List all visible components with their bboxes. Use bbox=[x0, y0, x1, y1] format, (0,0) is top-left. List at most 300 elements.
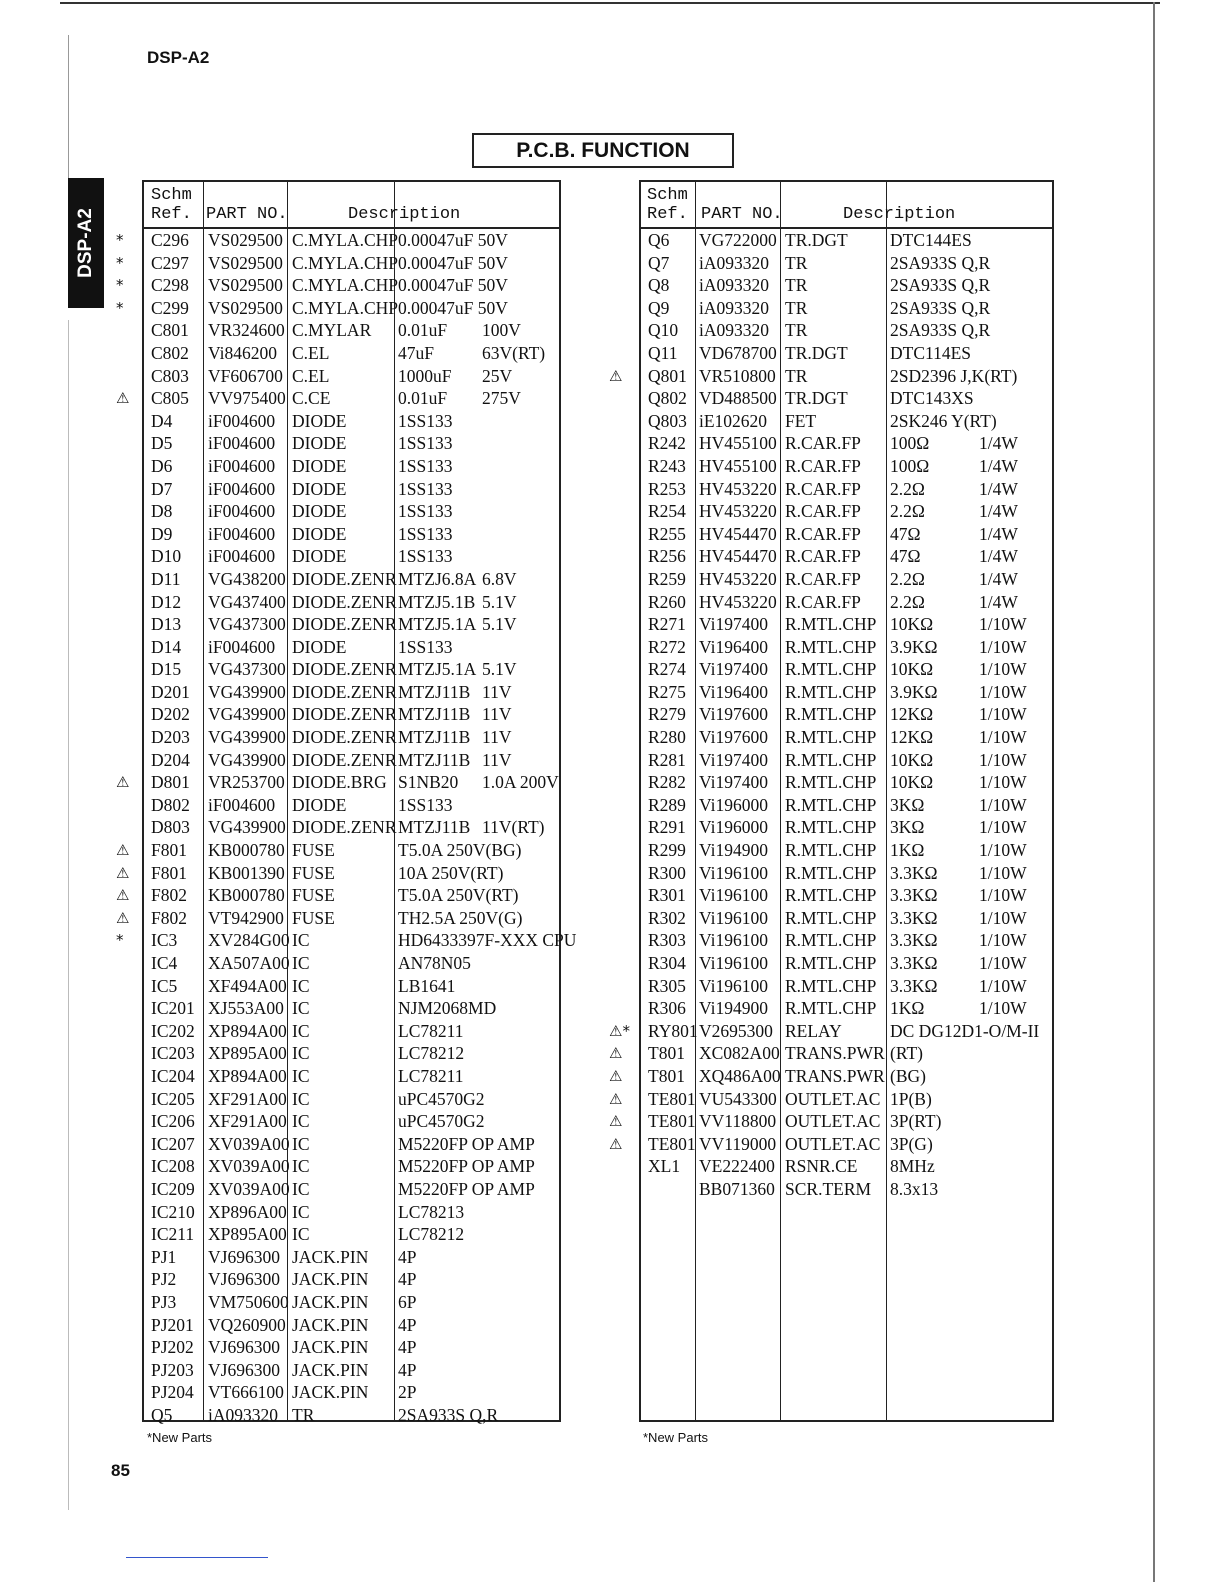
part-no-cell: Vi197400 bbox=[699, 614, 768, 635]
new-part-marker: * bbox=[116, 253, 124, 272]
type-cell: IC bbox=[292, 1043, 310, 1064]
bottom-rule bbox=[126, 1557, 268, 1558]
value-cell: 1/10W bbox=[979, 862, 1027, 883]
ref-cell: C297 bbox=[151, 252, 189, 273]
left-margin-rule-lower bbox=[68, 320, 69, 1510]
ref-cell: PJ203 bbox=[151, 1359, 194, 1380]
ref-cell: R301 bbox=[648, 885, 686, 906]
type-cell: JACK.PIN bbox=[292, 1359, 369, 1380]
type-cell: R.MTL.CHP bbox=[785, 953, 877, 973]
type-cell: C.EL bbox=[292, 365, 330, 386]
header-part-no: PART NO. bbox=[701, 205, 783, 224]
type-cell: TR bbox=[292, 1404, 315, 1425]
header-ref: Ref. bbox=[647, 205, 688, 224]
type-cell: DIODE.ZENR bbox=[292, 591, 397, 612]
description-cell: 0.00047uF 50V bbox=[398, 275, 508, 296]
description-cell: T5.0A 250V(RT) bbox=[398, 885, 519, 906]
table-row bbox=[144, 613, 559, 636]
table-row bbox=[641, 749, 1052, 772]
description-cell: 3KΩ bbox=[890, 817, 925, 838]
table-row bbox=[144, 1110, 559, 1133]
description-cell: 2SD2396 J,K(RT) bbox=[890, 365, 1018, 386]
ref-cell: R242 bbox=[648, 433, 686, 454]
value-cell: 1/10W bbox=[979, 953, 1027, 973]
description-cell: uPC4570G2 bbox=[398, 1111, 485, 1132]
table-row bbox=[144, 500, 559, 523]
ref-cell: R256 bbox=[648, 546, 686, 567]
part-no-cell: XQ486A00 bbox=[699, 1065, 781, 1086]
part-no-cell: VR324600 bbox=[208, 320, 285, 341]
description-cell: MTZJ5.1A bbox=[398, 659, 477, 680]
description-cell: 4P bbox=[398, 1269, 417, 1290]
description-cell: uPC4570G2 bbox=[398, 1088, 485, 1109]
type-cell: R.MTL.CHP bbox=[785, 862, 877, 883]
ref-cell: D7 bbox=[151, 478, 173, 499]
type-cell: C.MYLA.CHP bbox=[292, 275, 398, 296]
value-cell: 11V bbox=[482, 681, 512, 702]
part-no-cell: HV454470 bbox=[699, 523, 777, 544]
type-cell: IC bbox=[292, 975, 310, 996]
safety-warning-icon: ⚠ bbox=[116, 863, 130, 882]
description-cell: 4P bbox=[398, 1246, 417, 1267]
ref-cell: Q10 bbox=[648, 320, 679, 341]
ref-cell: IC206 bbox=[151, 1111, 195, 1132]
part-no-cell: Vi196000 bbox=[699, 817, 768, 838]
value-cell: 1/10W bbox=[979, 885, 1027, 906]
ref-cell: Q802 bbox=[648, 388, 687, 409]
value-cell: 11V(RT) bbox=[482, 817, 545, 838]
type-cell: TR bbox=[785, 365, 808, 386]
page-title: P.C.B. FUNCTION bbox=[472, 133, 734, 168]
part-no-cell: XP895A00 bbox=[208, 1224, 287, 1245]
ref-cell: D8 bbox=[151, 501, 173, 522]
part-no-cell: VS029500 bbox=[208, 230, 283, 250]
description-cell: 2SA933S Q,R bbox=[890, 275, 991, 296]
type-cell: IC bbox=[292, 953, 310, 973]
table-body bbox=[116, 229, 577, 1426]
part-no-cell: VD488500 bbox=[699, 388, 777, 409]
type-cell: R.MTL.CHP bbox=[785, 636, 877, 657]
description-cell: MTZJ11B bbox=[398, 681, 471, 702]
ref-cell: XL1 bbox=[648, 1156, 681, 1177]
part-no-cell: XC082A00 bbox=[699, 1043, 780, 1064]
table-row bbox=[641, 862, 1052, 885]
table-row bbox=[641, 658, 1052, 681]
table-row bbox=[609, 1088, 1052, 1111]
part-no-cell: VG437400 bbox=[208, 591, 286, 612]
part-no-cell: iF004600 bbox=[208, 455, 276, 476]
table-row bbox=[144, 975, 559, 998]
type-cell: IC bbox=[292, 1020, 310, 1041]
part-no-cell: iF004600 bbox=[208, 546, 276, 567]
part-no-cell: VE222400 bbox=[699, 1156, 775, 1177]
description-cell: 3P(G) bbox=[890, 1133, 933, 1154]
ref-cell: R302 bbox=[648, 907, 686, 928]
table-row bbox=[609, 1065, 1052, 1088]
ref-cell: F801 bbox=[151, 840, 187, 861]
new-part-marker: * bbox=[116, 298, 124, 317]
table-row bbox=[144, 1291, 559, 1314]
part-no-cell: Vi197400 bbox=[699, 772, 768, 793]
table-row bbox=[116, 274, 559, 297]
table-row bbox=[144, 1178, 559, 1201]
table-row bbox=[641, 319, 1052, 342]
table-row bbox=[144, 568, 559, 591]
type-cell: IC bbox=[292, 1224, 310, 1245]
description-cell: 2SA933S Q,R bbox=[890, 320, 991, 341]
ref-cell: Q7 bbox=[648, 252, 670, 273]
type-cell: DIODE.ZENR bbox=[292, 681, 397, 702]
ref-cell: IC205 bbox=[151, 1088, 195, 1109]
part-no-cell: VG438200 bbox=[208, 568, 286, 589]
ref-cell: RY801 bbox=[648, 1020, 698, 1041]
table-row bbox=[144, 794, 559, 817]
type-cell: JACK.PIN bbox=[292, 1246, 369, 1267]
value-cell: 1/10W bbox=[979, 749, 1027, 770]
parts-table-left bbox=[116, 180, 577, 1425]
description-cell: 0.00047uF 50V bbox=[398, 252, 508, 273]
description-cell: LC78211 bbox=[398, 1020, 464, 1041]
safety-warning-icon: ⚠ bbox=[116, 841, 130, 860]
table-row bbox=[641, 545, 1052, 568]
table-row bbox=[641, 1155, 1052, 1178]
header-schm: Schm bbox=[647, 186, 688, 205]
description-cell: 3.3KΩ bbox=[890, 885, 938, 906]
safety-warning-icon: ⚠* bbox=[609, 1021, 630, 1040]
type-cell: RSNR.CE bbox=[785, 1156, 858, 1177]
ref-cell: T801 bbox=[648, 1043, 685, 1064]
type-cell: R.MTL.CHP bbox=[785, 614, 877, 635]
part-no-cell: VG437300 bbox=[208, 659, 286, 680]
description-cell: 1SS133 bbox=[398, 523, 453, 544]
new-part-marker: * bbox=[116, 931, 124, 950]
type-cell: C.MYLAR bbox=[292, 320, 372, 341]
value-cell: 11V bbox=[482, 749, 512, 770]
type-cell: JACK.PIN bbox=[292, 1314, 369, 1335]
table-row bbox=[641, 568, 1052, 591]
type-cell: R.CAR.FP bbox=[785, 433, 861, 454]
value-cell: 1/10W bbox=[979, 681, 1027, 702]
type-cell: TR bbox=[785, 297, 808, 318]
table-row bbox=[144, 703, 559, 726]
ref-cell: R272 bbox=[648, 636, 686, 657]
type-cell: R.MTL.CHP bbox=[785, 975, 877, 996]
table-row bbox=[641, 500, 1052, 523]
type-cell: TR bbox=[785, 275, 808, 296]
value-cell: 1/10W bbox=[979, 659, 1027, 680]
ref-cell: Q8 bbox=[648, 275, 670, 296]
part-no-cell: Vi196100 bbox=[699, 907, 768, 928]
ref-cell: R255 bbox=[648, 523, 686, 544]
description-cell: MTZJ11B bbox=[398, 704, 471, 725]
type-cell: C.CE bbox=[292, 388, 331, 409]
ref-cell: R291 bbox=[648, 817, 686, 838]
ref-cell: PJ201 bbox=[151, 1314, 194, 1335]
value-cell: 1/10W bbox=[979, 704, 1027, 725]
type-cell: R.MTL.CHP bbox=[785, 907, 877, 928]
description-cell: 1KΩ bbox=[890, 998, 925, 1019]
description-cell: 2SA933S Q,R bbox=[890, 252, 991, 273]
footnote-new-parts: *New Parts bbox=[643, 1430, 709, 1445]
value-cell: 1/10W bbox=[979, 930, 1027, 951]
table-row bbox=[641, 478, 1052, 501]
description-cell: 3.3KΩ bbox=[890, 930, 938, 951]
part-no-cell: XV039A00 bbox=[208, 1133, 290, 1154]
part-no-cell: VS029500 bbox=[208, 275, 283, 296]
ref-cell: R303 bbox=[648, 930, 686, 951]
part-no-cell: iF004600 bbox=[208, 433, 276, 454]
value-cell: 1/4W bbox=[979, 501, 1018, 522]
part-no-cell: Vi194900 bbox=[699, 840, 768, 861]
part-no-cell: VG722000 bbox=[699, 230, 777, 250]
type-cell: FUSE bbox=[292, 907, 335, 928]
part-no-cell: Vi197400 bbox=[699, 749, 768, 770]
table-row bbox=[144, 997, 559, 1020]
part-no-cell: HV453220 bbox=[699, 478, 777, 499]
table-row bbox=[144, 1268, 559, 1291]
ref-cell: IC208 bbox=[151, 1156, 195, 1177]
table-row bbox=[144, 681, 559, 704]
table-row bbox=[609, 365, 1052, 388]
part-no-cell: Vi197400 bbox=[699, 659, 768, 680]
part-no-cell: VJ696300 bbox=[208, 1337, 280, 1358]
type-cell: R.CAR.FP bbox=[785, 523, 861, 544]
page-number: 85 bbox=[111, 1461, 130, 1480]
description-cell: 1SS133 bbox=[398, 455, 453, 476]
type-cell: C.MYLA.CHP bbox=[292, 297, 398, 318]
table-row bbox=[641, 410, 1052, 433]
description-cell: MTZJ11B bbox=[398, 749, 471, 770]
table-row bbox=[144, 816, 559, 839]
table-row bbox=[641, 274, 1052, 297]
table-row bbox=[116, 771, 559, 794]
type-cell: R.MTL.CHP bbox=[785, 998, 877, 1019]
description-cell: 4P bbox=[398, 1314, 417, 1335]
ref-cell: R306 bbox=[648, 998, 686, 1019]
type-cell: IC bbox=[292, 1065, 310, 1086]
ref-cell: D201 bbox=[151, 681, 190, 702]
part-no-cell: VQ260900 bbox=[208, 1314, 286, 1335]
ref-cell: D202 bbox=[151, 704, 190, 725]
description-cell: LC78212 bbox=[398, 1043, 465, 1064]
ref-cell: R271 bbox=[648, 614, 686, 635]
table-row bbox=[144, 1133, 559, 1156]
type-cell: FUSE bbox=[292, 840, 335, 861]
description-cell: 1SS133 bbox=[398, 410, 453, 431]
table-row bbox=[144, 636, 559, 659]
ref-cell: R274 bbox=[648, 659, 686, 680]
part-no-cell: Vi196000 bbox=[699, 794, 768, 815]
table-row bbox=[144, 432, 559, 455]
type-cell: IC bbox=[292, 998, 310, 1019]
table-row bbox=[144, 726, 559, 749]
description-cell: 4P bbox=[398, 1337, 417, 1358]
ref-cell: R243 bbox=[648, 455, 686, 476]
ref-cell: C803 bbox=[151, 365, 189, 386]
description-cell: 0.01uF bbox=[398, 320, 448, 341]
table-row bbox=[144, 319, 559, 342]
part-no-cell: Vi196100 bbox=[699, 930, 768, 951]
description-cell: T5.0A 250V(BG) bbox=[398, 840, 522, 861]
type-cell: FUSE bbox=[292, 862, 335, 883]
table-row bbox=[641, 839, 1052, 862]
ref-cell: PJ3 bbox=[151, 1291, 177, 1312]
ref-cell: D13 bbox=[151, 614, 182, 635]
value-cell: 1/10W bbox=[979, 727, 1027, 748]
part-no-cell: XV039A00 bbox=[208, 1156, 290, 1177]
table-row bbox=[641, 523, 1052, 546]
part-no-cell: Vi197600 bbox=[699, 704, 768, 725]
table-row bbox=[641, 455, 1052, 478]
table-row bbox=[641, 794, 1052, 817]
table-row bbox=[641, 342, 1052, 365]
type-cell: DIODE bbox=[292, 636, 347, 657]
value-cell: 1/4W bbox=[979, 478, 1018, 499]
type-cell: DIODE.ZENR bbox=[292, 704, 397, 725]
part-no-cell: VJ696300 bbox=[208, 1359, 280, 1380]
part-no-cell: iA093320 bbox=[699, 320, 769, 341]
part-no-cell: XP894A00 bbox=[208, 1020, 287, 1041]
description-cell: 10A 250V(RT) bbox=[398, 862, 504, 883]
table-row bbox=[641, 703, 1052, 726]
part-no-cell: VU543300 bbox=[699, 1088, 777, 1109]
table-row bbox=[609, 1020, 1052, 1043]
part-no-cell: Vi196400 bbox=[699, 681, 768, 702]
description-cell: 1KΩ bbox=[890, 840, 925, 861]
part-no-cell: VR510800 bbox=[699, 365, 776, 386]
value-cell: 11V bbox=[482, 727, 512, 748]
ref-cell: C298 bbox=[151, 275, 189, 296]
safety-warning-icon: ⚠ bbox=[116, 908, 130, 927]
part-no-cell: VF606700 bbox=[208, 365, 283, 386]
part-no-cell: KB001390 bbox=[208, 862, 285, 883]
ref-cell: PJ2 bbox=[151, 1269, 177, 1290]
table-row bbox=[144, 658, 559, 681]
type-cell: R.MTL.CHP bbox=[785, 840, 877, 861]
description-cell: M5220FP OP AMP bbox=[398, 1133, 535, 1154]
description-cell: DTC144ES bbox=[890, 230, 972, 250]
part-no-cell: XP894A00 bbox=[208, 1065, 287, 1086]
value-cell: 5.1V bbox=[482, 614, 517, 635]
side-tab bbox=[68, 178, 104, 308]
part-no-cell: XV284G00 bbox=[208, 930, 290, 951]
table-row bbox=[116, 839, 559, 862]
part-no-cell: Vi196400 bbox=[699, 636, 768, 657]
table-row bbox=[641, 929, 1052, 952]
type-cell: DIODE.ZENR bbox=[292, 659, 397, 680]
table-row bbox=[641, 636, 1052, 659]
part-no-cell: HV454470 bbox=[699, 546, 777, 567]
parts-table-right bbox=[609, 180, 1054, 1422]
type-cell: TRANS.PWR bbox=[785, 1043, 885, 1064]
ref-cell: D5 bbox=[151, 433, 173, 454]
header-description: Description bbox=[348, 205, 461, 224]
description-cell: LC78213 bbox=[398, 1201, 465, 1222]
table-row bbox=[116, 387, 559, 410]
table-row bbox=[641, 297, 1052, 320]
ref-cell: D10 bbox=[151, 546, 182, 567]
description-cell: 47Ω bbox=[890, 523, 921, 544]
ref-cell: TE801 bbox=[648, 1133, 696, 1154]
value-cell: 25V bbox=[482, 365, 513, 386]
ref-cell: D6 bbox=[151, 455, 173, 476]
value-cell: 63V(RT) bbox=[482, 342, 546, 363]
ref-cell: IC209 bbox=[151, 1178, 195, 1199]
part-no-cell: iE102620 bbox=[699, 410, 768, 431]
safety-warning-icon: ⚠ bbox=[116, 773, 130, 792]
type-cell: R.MTL.CHP bbox=[785, 749, 877, 770]
ref-cell: R259 bbox=[648, 568, 686, 589]
part-no-cell: XJ553A00 bbox=[208, 998, 284, 1019]
ref-cell: T801 bbox=[648, 1065, 685, 1086]
type-cell: R.MTL.CHP bbox=[785, 659, 877, 680]
ref-cell: D11 bbox=[151, 568, 181, 589]
description-cell: 1SS133 bbox=[398, 433, 453, 454]
type-cell: JACK.PIN bbox=[292, 1382, 369, 1403]
part-no-cell: iA093320 bbox=[699, 275, 769, 296]
part-no-cell: XF291A00 bbox=[208, 1088, 287, 1109]
part-no-cell: VG439900 bbox=[208, 704, 286, 725]
description-cell: 4P bbox=[398, 1359, 417, 1380]
ref-cell: IC4 bbox=[151, 953, 178, 973]
part-no-cell: HV453220 bbox=[699, 591, 777, 612]
ref-cell: F802 bbox=[151, 885, 187, 906]
value-cell: 6.8V bbox=[482, 568, 517, 589]
description-cell: 47uF bbox=[398, 342, 434, 363]
table-row bbox=[144, 342, 559, 365]
ref-cell: R282 bbox=[648, 772, 686, 793]
table-row bbox=[144, 478, 559, 501]
description-cell: 3KΩ bbox=[890, 794, 925, 815]
table-row bbox=[641, 907, 1052, 930]
ref-cell: R254 bbox=[648, 501, 686, 522]
table-row bbox=[144, 749, 559, 772]
part-no-cell: VG439900 bbox=[208, 727, 286, 748]
table-row bbox=[641, 681, 1052, 704]
ref-cell: C805 bbox=[151, 388, 189, 409]
ref-cell: R305 bbox=[648, 975, 686, 996]
ref-cell: C299 bbox=[151, 297, 189, 318]
description-cell: MTZJ11B bbox=[398, 817, 471, 838]
part-no-cell: iA093320 bbox=[699, 297, 769, 318]
value-cell: 5.1V bbox=[482, 659, 517, 680]
ref-cell: Q11 bbox=[648, 342, 678, 363]
description-cell: 2.2Ω bbox=[890, 568, 925, 589]
type-cell: TRANS.PWR bbox=[785, 1065, 885, 1086]
type-cell: R.MTL.CHP bbox=[785, 704, 877, 725]
type-cell: R.MTL.CHP bbox=[785, 727, 877, 748]
new-part-marker: * bbox=[116, 231, 124, 249]
table-body bbox=[609, 229, 1052, 1201]
ref-cell: PJ1 bbox=[151, 1246, 177, 1267]
table-row bbox=[144, 952, 559, 975]
ref-cell: TE801 bbox=[648, 1088, 696, 1109]
part-no-cell: VR253700 bbox=[208, 772, 285, 793]
description-cell: 1SS133 bbox=[398, 636, 453, 657]
part-no-cell: VG439900 bbox=[208, 749, 286, 770]
description-cell: (RT) bbox=[890, 1043, 923, 1064]
description-cell: (BG) bbox=[890, 1065, 926, 1086]
part-no-cell: VT666100 bbox=[208, 1382, 284, 1403]
table-row bbox=[144, 523, 559, 546]
table-row bbox=[641, 816, 1052, 839]
description-cell: 2SA933S Q,R bbox=[890, 297, 991, 318]
value-cell: 1/10W bbox=[979, 614, 1027, 635]
ref-cell: D802 bbox=[151, 794, 190, 815]
table-row bbox=[144, 1381, 559, 1404]
description-cell: 3.3KΩ bbox=[890, 953, 938, 973]
part-no-cell: VV118800 bbox=[699, 1111, 777, 1132]
